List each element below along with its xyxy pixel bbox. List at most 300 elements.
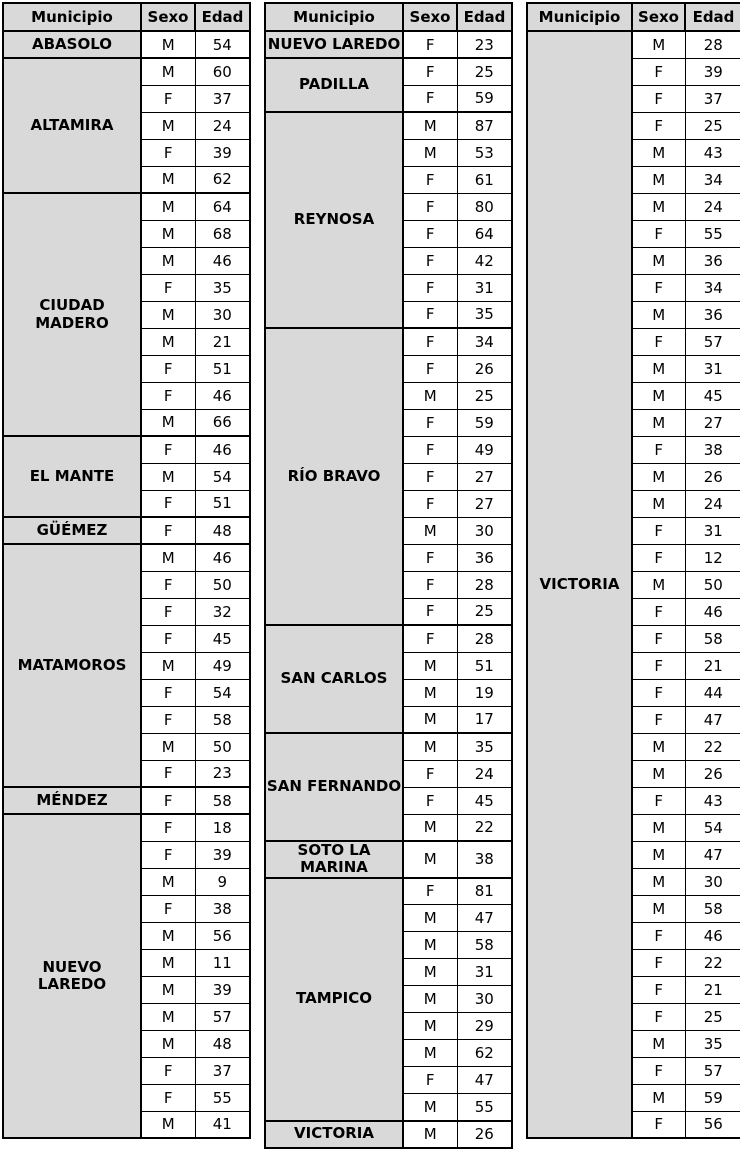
municipio-name-line: ABASOLO	[32, 34, 112, 53]
sexo-cell: M	[632, 409, 685, 436]
sexo-cell: M	[403, 814, 457, 841]
sexo-cell: F	[403, 355, 457, 382]
edad-cell: 35	[457, 733, 512, 760]
sexo-cell: M	[403, 986, 457, 1013]
edad-cell: 22	[685, 949, 740, 976]
municipio-name-line: MADERO	[35, 313, 109, 332]
edad-cell: 27	[457, 490, 512, 517]
column-header-sexo: Sexo	[141, 3, 195, 31]
municipio-table-2	[264, 2, 513, 1149]
edad-cell: 47	[685, 706, 740, 733]
sexo-cell: M	[632, 490, 685, 517]
edad-cell: 54	[195, 679, 250, 706]
edad-cell: 47	[457, 1067, 512, 1094]
sexo-cell: M	[141, 652, 195, 679]
sexo-cell: F	[141, 706, 195, 733]
edad-cell: 24	[685, 490, 740, 517]
municipio-name-line: GÜÉMEZ	[36, 520, 108, 539]
sexo-cell: M	[632, 31, 685, 58]
municipio-name-line: EL MANTE	[29, 466, 115, 485]
edad-cell: 54	[195, 463, 250, 490]
sexo-cell: M	[403, 733, 457, 760]
edad-cell: 42	[457, 247, 512, 274]
edad-cell: 26	[457, 1121, 512, 1148]
edad-cell: 25	[457, 58, 512, 85]
sexo-cell: M	[141, 1003, 195, 1030]
sexo-cell: F	[141, 571, 195, 598]
sexo-cell: F	[403, 31, 457, 58]
edad-cell: 37	[195, 1057, 250, 1084]
sexo-cell: F	[632, 112, 685, 139]
municipio-name-line: CIUDAD	[39, 296, 105, 315]
edad-cell: 35	[195, 274, 250, 301]
municipio-name-line: PADILLA	[299, 75, 369, 94]
edad-cell: 31	[457, 274, 512, 301]
municipio-name-line: NUEVO	[42, 957, 102, 976]
edad-cell: 26	[457, 355, 512, 382]
municipio-cell	[3, 517, 141, 544]
edad-cell: 38	[457, 841, 512, 878]
municipio-cell	[265, 878, 403, 1121]
sexo-cell: F	[403, 1067, 457, 1094]
edad-cell: 48	[195, 1030, 250, 1057]
sexo-cell: F	[632, 85, 685, 112]
edad-cell: 30	[457, 986, 512, 1013]
sexo-cell: F	[403, 571, 457, 598]
sexo-cell: M	[632, 193, 685, 220]
edad-cell: 45	[685, 382, 740, 409]
sexo-cell: M	[632, 868, 685, 895]
table-row	[3, 517, 250, 544]
sexo-cell: F	[632, 652, 685, 679]
column-header-sexo: Sexo	[632, 3, 685, 31]
municipio-name-line: MÉNDEZ	[36, 790, 108, 809]
edad-cell: 25	[457, 598, 512, 625]
sexo-cell: F	[632, 976, 685, 1003]
edad-cell: 59	[457, 409, 512, 436]
municipio-name-line: RÍO BRAVO	[287, 466, 381, 485]
sexo-cell: F	[141, 1057, 195, 1084]
sexo-cell: F	[403, 328, 457, 355]
edad-cell: 21	[685, 652, 740, 679]
sexo-cell: F	[141, 895, 195, 922]
edad-cell: 30	[685, 868, 740, 895]
sexo-cell: F	[403, 220, 457, 247]
sexo-cell: F	[141, 139, 195, 166]
sexo-cell: F	[632, 436, 685, 463]
sexo-cell: F	[403, 58, 457, 85]
sexo-cell: M	[141, 409, 195, 436]
sexo-cell: F	[141, 274, 195, 301]
table-row	[3, 787, 250, 814]
edad-cell: 43	[685, 139, 740, 166]
edad-cell: 31	[685, 517, 740, 544]
edad-cell: 58	[685, 625, 740, 652]
sexo-cell: M	[141, 976, 195, 1003]
table-row	[265, 1121, 512, 1148]
sexo-cell: M	[403, 1040, 457, 1067]
edad-cell: 81	[457, 878, 512, 905]
municipio-cell	[3, 787, 141, 814]
edad-cell: 46	[195, 436, 250, 463]
table-row	[265, 31, 512, 58]
column-header-municipio: Municipio	[265, 3, 403, 31]
municipio-name-line: SAN FERNANDO	[266, 777, 402, 796]
sexo-cell: M	[403, 706, 457, 733]
edad-cell: 58	[685, 895, 740, 922]
sexo-cell: M	[403, 1013, 457, 1040]
sexo-cell: M	[632, 760, 685, 787]
edad-cell: 55	[457, 1094, 512, 1121]
edad-cell: 59	[685, 1084, 740, 1111]
sexo-cell: M	[141, 868, 195, 895]
edad-cell: 28	[457, 625, 512, 652]
edad-cell: 61	[457, 166, 512, 193]
edad-cell: 27	[685, 409, 740, 436]
edad-cell: 38	[195, 895, 250, 922]
sexo-cell: M	[403, 959, 457, 986]
sexo-cell: F	[403, 409, 457, 436]
sexo-cell: M	[141, 1111, 195, 1138]
municipio-name-line: ALTAMIRA	[30, 115, 114, 134]
municipio-name-line: MATAMOROS	[17, 655, 127, 674]
edad-cell: 46	[685, 598, 740, 625]
sexo-cell: M	[141, 1030, 195, 1057]
edad-cell: 39	[195, 976, 250, 1003]
sexo-cell: F	[632, 544, 685, 571]
municipio-cell	[265, 112, 403, 328]
edad-cell: 19	[457, 679, 512, 706]
sexo-cell: M	[632, 814, 685, 841]
table-row	[265, 328, 512, 355]
municipio-name-line: NUEVO LAREDO	[267, 34, 401, 53]
edad-cell: 23	[195, 760, 250, 787]
edad-cell: 55	[195, 1084, 250, 1111]
table-row	[265, 112, 512, 139]
edad-cell: 60	[195, 58, 250, 85]
sexo-cell: F	[403, 787, 457, 814]
sexo-cell: M	[141, 949, 195, 976]
municipio-cell	[265, 625, 403, 733]
sexo-cell: M	[141, 922, 195, 949]
municipio-table-3	[526, 2, 740, 1139]
edad-cell: 24	[195, 112, 250, 139]
edad-cell: 17	[457, 706, 512, 733]
sexo-cell: M	[632, 895, 685, 922]
sexo-cell: F	[403, 598, 457, 625]
municipio-cell	[265, 841, 403, 878]
edad-cell: 30	[195, 301, 250, 328]
edad-cell: 46	[195, 247, 250, 274]
sexo-cell: F	[632, 274, 685, 301]
edad-cell: 64	[195, 193, 250, 220]
edad-cell: 46	[195, 544, 250, 571]
municipio-name-line: VICTORIA	[294, 1124, 374, 1143]
sexo-cell: F	[403, 436, 457, 463]
edad-cell: 68	[195, 220, 250, 247]
table-row	[527, 31, 740, 58]
sexo-cell: F	[141, 382, 195, 409]
edad-cell: 62	[457, 1040, 512, 1067]
edad-cell: 47	[685, 841, 740, 868]
sexo-cell: F	[403, 301, 457, 328]
edad-cell: 51	[195, 490, 250, 517]
sexo-cell: M	[632, 1030, 685, 1057]
edad-cell: 37	[685, 85, 740, 112]
sexo-cell: F	[632, 598, 685, 625]
sexo-cell: M	[632, 1084, 685, 1111]
edad-cell: 25	[685, 1003, 740, 1030]
sexo-cell: M	[141, 193, 195, 220]
sexo-cell: F	[632, 922, 685, 949]
edad-cell: 49	[457, 436, 512, 463]
edad-cell: 57	[685, 1057, 740, 1084]
edad-cell: 29	[457, 1013, 512, 1040]
edad-cell: 58	[195, 706, 250, 733]
sexo-cell: M	[141, 733, 195, 760]
column-header-municipio: Municipio	[3, 3, 141, 31]
edad-cell: 48	[195, 517, 250, 544]
edad-cell: 80	[457, 193, 512, 220]
municipio-name-line: TAMPICO	[296, 989, 372, 1008]
sexo-cell: M	[403, 1094, 457, 1121]
edad-cell: 32	[195, 598, 250, 625]
edad-cell: 35	[685, 1030, 740, 1057]
sexo-cell: M	[632, 139, 685, 166]
edad-cell: 46	[195, 382, 250, 409]
edad-cell: 36	[685, 301, 740, 328]
edad-cell: 25	[457, 382, 512, 409]
sexo-cell: M	[141, 247, 195, 274]
table-row	[3, 58, 250, 85]
sexo-cell: F	[141, 355, 195, 382]
edad-cell: 18	[195, 814, 250, 841]
edad-cell: 36	[685, 247, 740, 274]
edad-cell: 39	[195, 841, 250, 868]
sexo-cell: F	[141, 490, 195, 517]
sexo-cell: F	[632, 58, 685, 85]
edad-cell: 44	[685, 679, 740, 706]
sexo-cell: M	[632, 247, 685, 274]
sexo-cell: M	[141, 544, 195, 571]
sexo-cell: F	[632, 706, 685, 733]
sexo-cell: M	[403, 679, 457, 706]
edad-cell: 34	[457, 328, 512, 355]
table-row	[3, 814, 250, 841]
municipio-cell	[527, 31, 632, 1138]
edad-cell: 64	[457, 220, 512, 247]
municipio-cell	[265, 328, 403, 625]
edad-cell: 28	[685, 31, 740, 58]
sexo-cell: M	[632, 571, 685, 598]
sexo-cell: M	[403, 905, 457, 932]
sexo-cell: F	[403, 760, 457, 787]
edad-cell: 39	[195, 139, 250, 166]
edad-cell: 22	[685, 733, 740, 760]
sexo-cell: F	[403, 463, 457, 490]
table-row	[265, 878, 512, 905]
sexo-cell: M	[141, 328, 195, 355]
sexo-cell: F	[141, 85, 195, 112]
column-header-sexo: Sexo	[403, 3, 457, 31]
edad-cell: 36	[457, 544, 512, 571]
municipio-cell	[265, 31, 403, 58]
table-row	[265, 733, 512, 760]
municipio-cell	[265, 58, 403, 112]
edad-cell: 24	[457, 760, 512, 787]
sexo-cell: F	[403, 166, 457, 193]
table-row	[3, 31, 250, 58]
edad-cell: 58	[195, 787, 250, 814]
sexo-cell: F	[632, 679, 685, 706]
sexo-cell: F	[141, 598, 195, 625]
sexo-cell: M	[141, 301, 195, 328]
sexo-cell: M	[632, 382, 685, 409]
column-header-edad: Edad	[457, 3, 512, 31]
edad-cell: 50	[195, 733, 250, 760]
sexo-cell: M	[141, 166, 195, 193]
edad-cell: 59	[457, 85, 512, 112]
edad-cell: 9	[195, 868, 250, 895]
edad-cell: 50	[685, 571, 740, 598]
edad-cell: 56	[195, 922, 250, 949]
edad-cell: 34	[685, 274, 740, 301]
edad-cell: 38	[685, 436, 740, 463]
municipio-name-line: MARINA	[300, 858, 368, 877]
sexo-cell: F	[632, 1003, 685, 1030]
sexo-cell: M	[632, 301, 685, 328]
municipio-cell	[3, 193, 141, 436]
municipio-name-line: SOTO LA	[297, 841, 371, 859]
sexo-cell: M	[141, 463, 195, 490]
edad-cell: 37	[195, 85, 250, 112]
municipio-cell	[3, 814, 141, 1138]
sexo-cell: M	[403, 932, 457, 959]
sexo-cell: F	[403, 85, 457, 112]
edad-cell: 25	[685, 112, 740, 139]
sexo-cell: F	[632, 787, 685, 814]
sexo-cell: M	[141, 220, 195, 247]
sexo-cell: F	[632, 517, 685, 544]
sexo-cell: F	[141, 814, 195, 841]
municipio-cell	[3, 31, 141, 58]
edad-cell: 11	[195, 949, 250, 976]
edad-cell: 24	[685, 193, 740, 220]
column-header-edad: Edad	[685, 3, 740, 31]
sexo-cell: F	[141, 679, 195, 706]
edad-cell: 46	[685, 922, 740, 949]
sexo-cell: F	[141, 1084, 195, 1111]
edad-cell: 26	[685, 760, 740, 787]
sexo-cell: F	[403, 247, 457, 274]
sexo-cell: M	[141, 31, 195, 58]
sexo-cell: M	[632, 355, 685, 382]
municipio-cell	[3, 544, 141, 787]
sexo-cell: F	[632, 328, 685, 355]
table-row	[3, 193, 250, 220]
edad-cell: 45	[195, 625, 250, 652]
edad-cell: 57	[195, 1003, 250, 1030]
sexo-cell: F	[141, 841, 195, 868]
edad-cell: 54	[685, 814, 740, 841]
sexo-cell: M	[632, 733, 685, 760]
sexo-cell: F	[632, 949, 685, 976]
edad-cell: 39	[685, 58, 740, 85]
municipio-cell	[265, 1121, 403, 1148]
edad-cell: 22	[457, 814, 512, 841]
edad-cell: 56	[685, 1111, 740, 1138]
edad-cell: 31	[457, 959, 512, 986]
municipio-table-1	[2, 2, 251, 1139]
edad-cell: 31	[685, 355, 740, 382]
sexo-cell: F	[632, 625, 685, 652]
edad-cell: 57	[685, 328, 740, 355]
edad-cell: 66	[195, 409, 250, 436]
edad-cell: 35	[457, 301, 512, 328]
edad-cell: 28	[457, 571, 512, 598]
sexo-cell: M	[141, 58, 195, 85]
edad-cell: 55	[685, 220, 740, 247]
sexo-cell: M	[632, 841, 685, 868]
edad-cell: 47	[457, 905, 512, 932]
municipio-cell	[3, 436, 141, 517]
municipio-name-line: VICTORIA	[539, 574, 620, 593]
sexo-cell: M	[403, 139, 457, 166]
edad-cell: 50	[195, 571, 250, 598]
municipio-name-line: LAREDO	[37, 975, 107, 993]
sexo-cell: F	[141, 787, 195, 814]
edad-cell: 62	[195, 166, 250, 193]
column-header-edad: Edad	[195, 3, 250, 31]
sexo-cell: F	[141, 625, 195, 652]
table-row	[265, 58, 512, 85]
edad-cell: 58	[457, 932, 512, 959]
edad-cell: 53	[457, 139, 512, 166]
edad-cell: 43	[685, 787, 740, 814]
sexo-cell: M	[403, 1121, 457, 1148]
table-row	[265, 625, 512, 652]
sexo-cell: F	[141, 517, 195, 544]
edad-cell: 54	[195, 31, 250, 58]
municipio-name-line: SAN CARLOS	[280, 669, 388, 688]
edad-cell: 51	[457, 652, 512, 679]
municipio-name-line: REYNOSA	[293, 210, 375, 229]
sexo-cell: F	[403, 625, 457, 652]
sexo-cell: F	[632, 1111, 685, 1138]
municipio-cell	[3, 58, 141, 193]
sexo-cell: M	[632, 463, 685, 490]
edad-cell: 34	[685, 166, 740, 193]
sexo-cell: F	[403, 274, 457, 301]
sexo-cell: M	[403, 841, 457, 878]
sexo-cell: F	[403, 490, 457, 517]
table-row	[3, 544, 250, 571]
sexo-cell: F	[403, 544, 457, 571]
edad-cell: 26	[685, 463, 740, 490]
edad-cell: 21	[195, 328, 250, 355]
sexo-cell: F	[632, 1057, 685, 1084]
sexo-cell: M	[403, 517, 457, 544]
edad-cell: 12	[685, 544, 740, 571]
sexo-cell: M	[403, 382, 457, 409]
edad-cell: 27	[457, 463, 512, 490]
edad-cell: 49	[195, 652, 250, 679]
sexo-cell: M	[141, 112, 195, 139]
sexo-cell: M	[403, 112, 457, 139]
table-row	[265, 841, 512, 878]
edad-cell: 87	[457, 112, 512, 139]
column-header-municipio: Municipio	[527, 3, 632, 31]
